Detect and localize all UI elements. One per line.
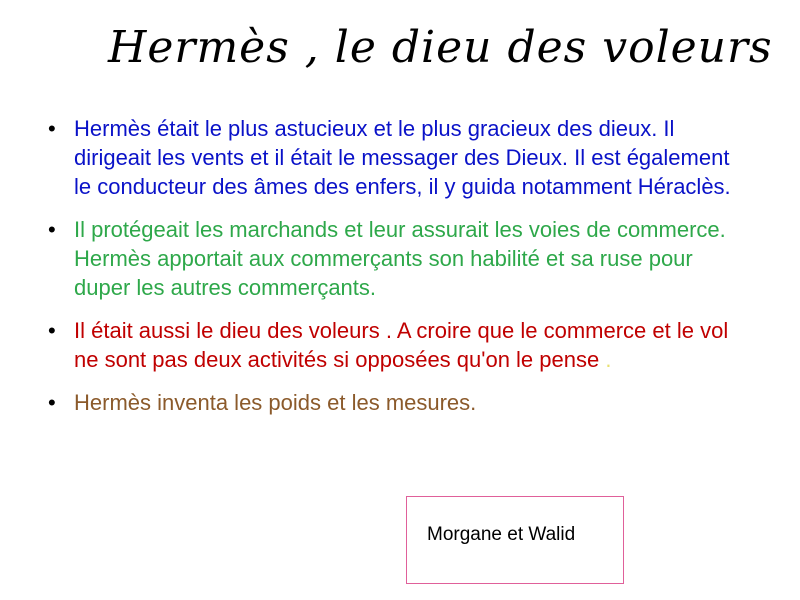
list-item xyxy=(48,388,748,417)
bullet-trailing-dot: . xyxy=(599,347,612,372)
list-item xyxy=(48,316,748,374)
bullet-text: Hermès inventa les poids et les mesures. xyxy=(74,390,477,415)
bullet-dot: • xyxy=(48,217,56,242)
bullet-dot: • xyxy=(48,390,56,415)
bullet-text: Il était aussi le dieu des voleurs . A croire que le commerce et le vol ne sont pas deux activités si opposées qu'on le pense xyxy=(74,318,729,372)
bullet-text: Il protégeait les marchands et leur assurait les voies de commerce. Hermès apportait aux commerçants son habilité et sa ruse pour duper les autres commerçants. xyxy=(74,217,726,300)
bullet-dot: • xyxy=(48,318,56,343)
bullet-list xyxy=(48,114,748,431)
list-item xyxy=(48,114,748,201)
signature-text: Morgane et Walid xyxy=(427,524,576,545)
bullet-dot: • xyxy=(48,116,56,141)
list-item xyxy=(48,215,748,302)
signature-box xyxy=(406,496,624,584)
page-title: Hermès , le dieu des voleurs xyxy=(108,22,773,73)
bullet-text: Hermès était le plus astucieux et le plus gracieux des dieux. Il dirigeait les vents et il était le messager des Dieux. Il est également le conducteur des âmes des enfers, il y guida notamment Héraclès. xyxy=(74,116,731,199)
